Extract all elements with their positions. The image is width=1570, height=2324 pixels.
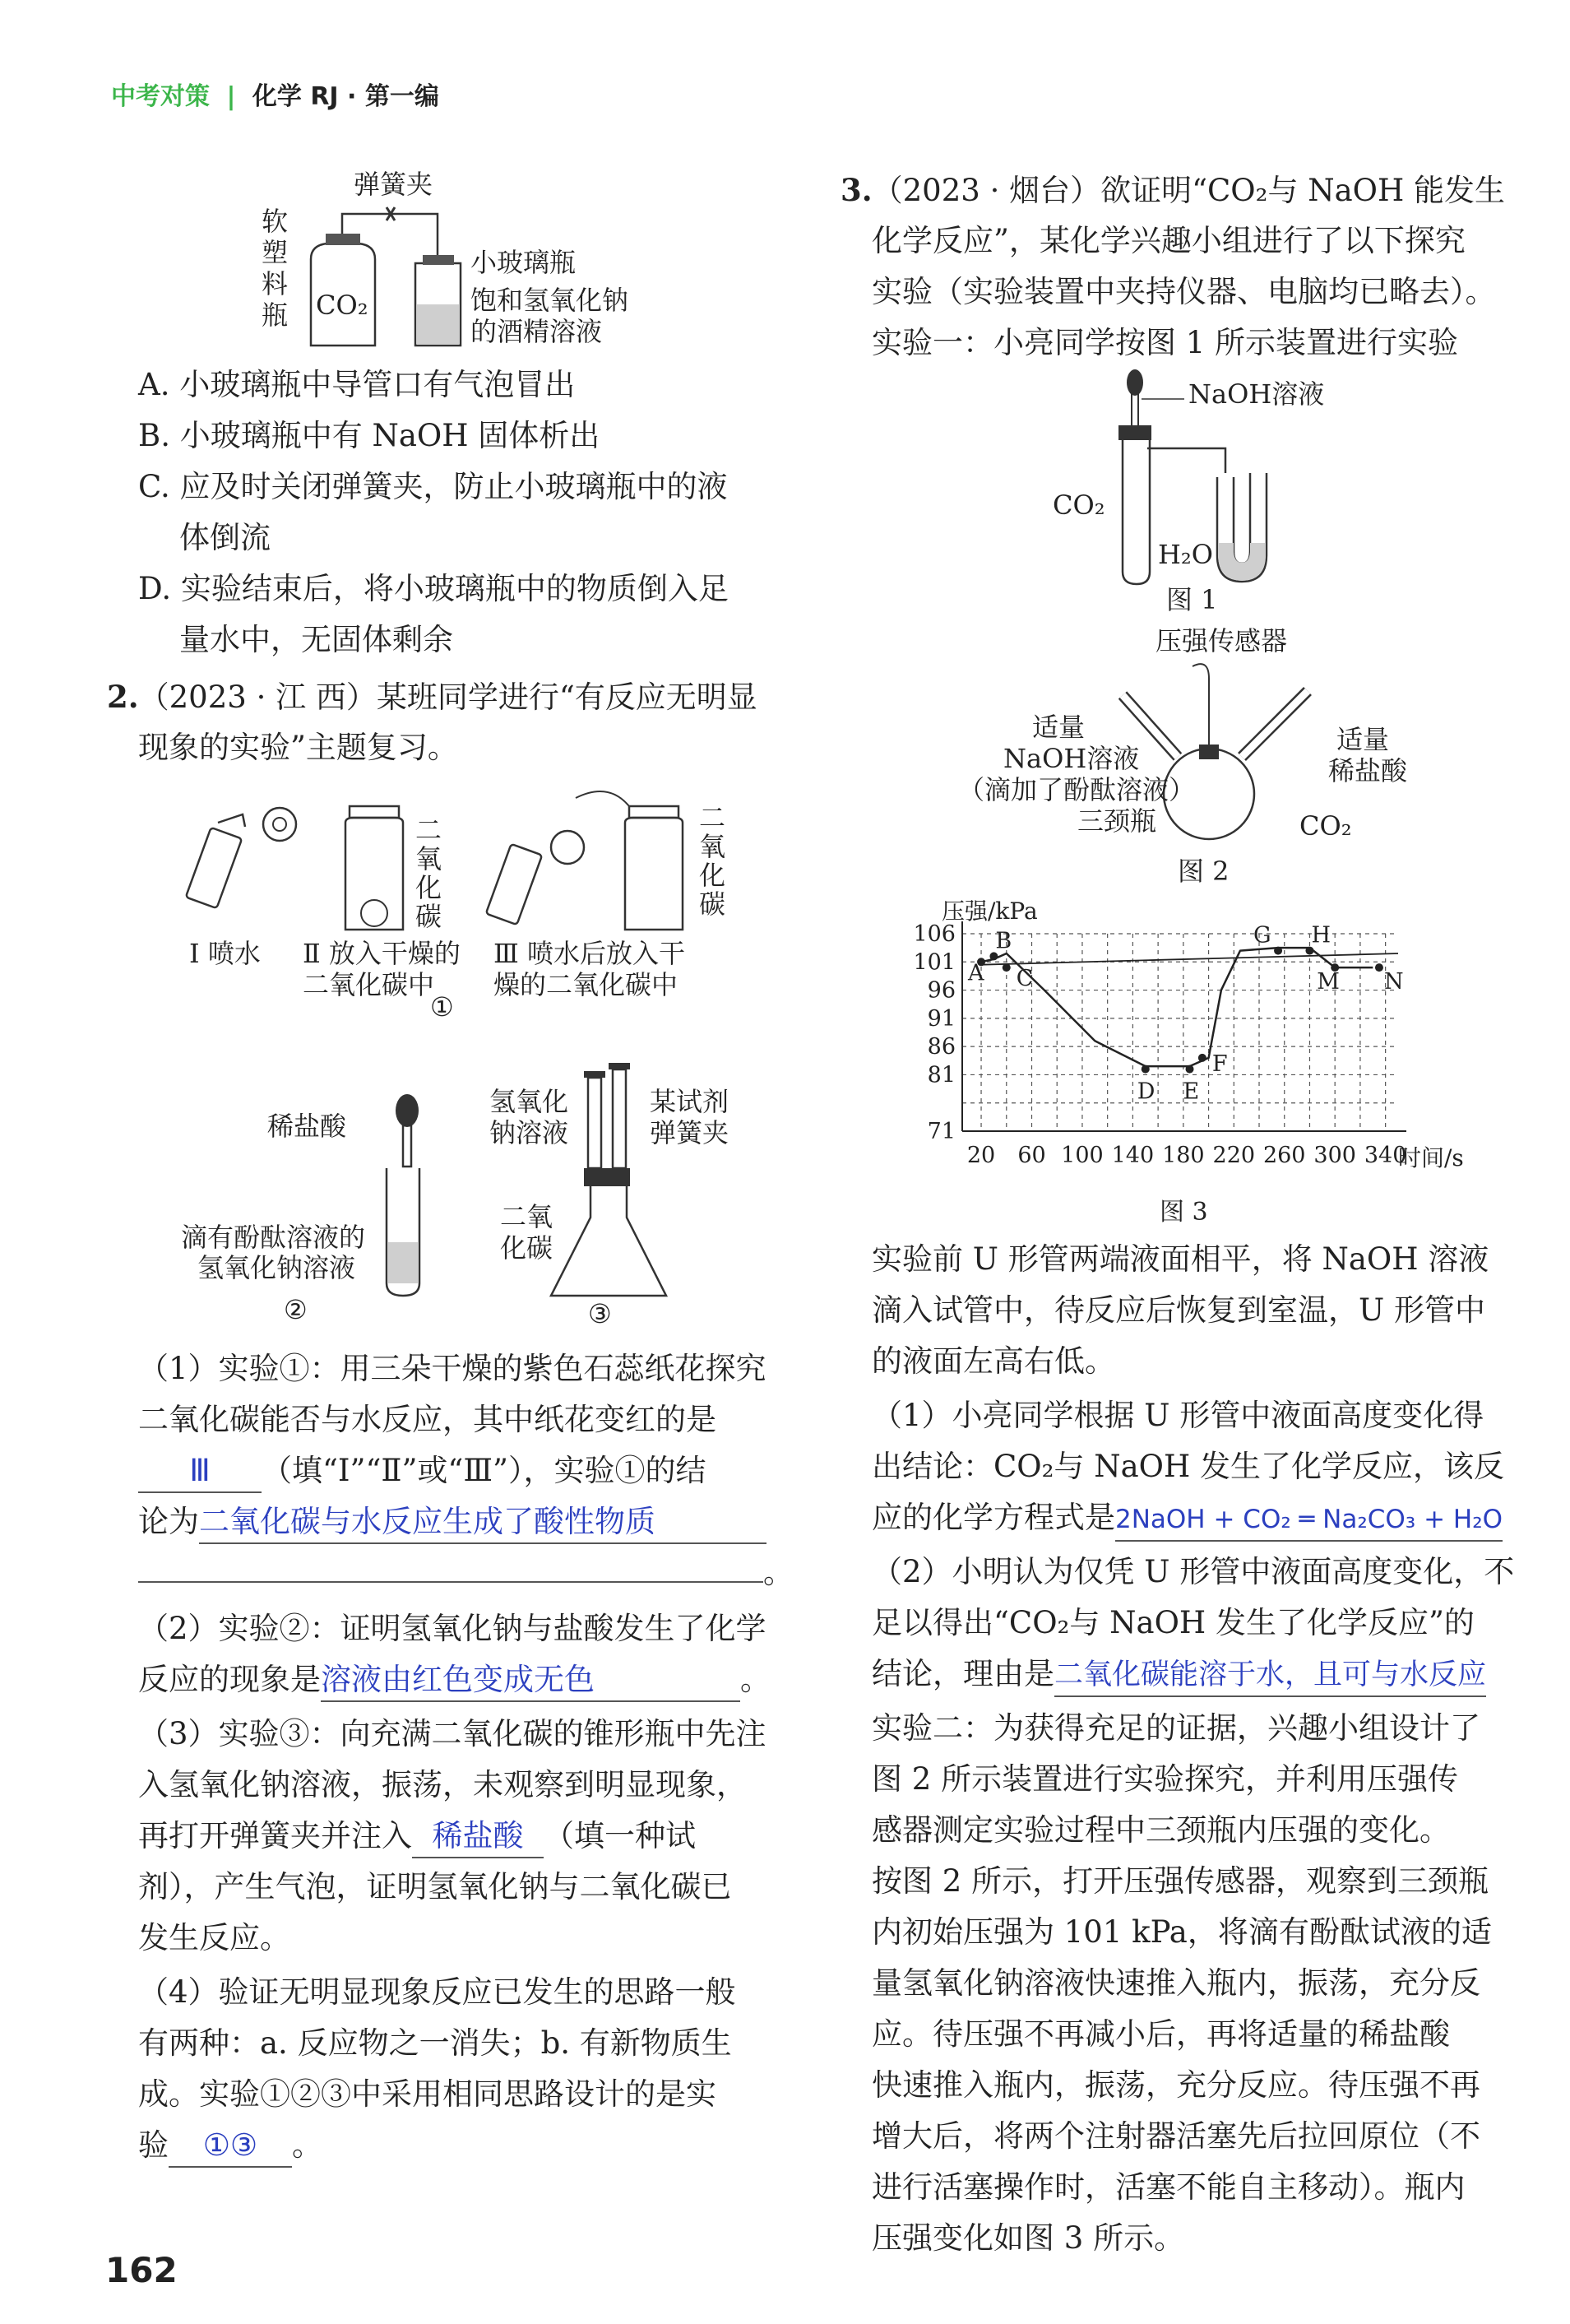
flask-stopper [584,1168,630,1186]
left-label-1: 适量 [1032,712,1086,743]
page-number: 162 [105,2250,178,2290]
q1-option-d: D. 实验结束后，将小玻璃瓶中的物质倒入足 [138,571,729,606]
figure-1-caption: 图 1 [1166,584,1218,613]
q3-figure-2 [946,621,1456,893]
x-tick-label: 100 [1061,1143,1104,1168]
center-stopper [1199,745,1219,759]
svg-text:化: 化 [415,872,442,903]
q2-p1-line1: （1）实验①：用三朵干燥的紫色石蕊纸花探究 [138,1351,766,1386]
caption-2b: 二氧化碳中 [303,969,435,1000]
q2-p2-answer: 溶液由红色变成无色 [321,1659,740,1702]
y-tick-label: 71 [927,1119,956,1144]
svg-text:碳: 碳 [415,901,442,932]
q2-p3-line3: 再打开弹簧夹并注入 稀盐酸 （填一种试 [138,1811,696,1862]
q3-e2-line3: 感器测定实验过程中三颈瓶内压强的变化。 [872,1812,1450,1848]
point-label-C: C [1016,966,1034,992]
svg-text:二: 二 [415,814,442,846]
test-tube-stopper [1118,425,1151,440]
x-tick-label: 60 [1017,1143,1046,1168]
caption-1: Ⅰ 喷水 [189,938,261,969]
point-label-H: H [1311,922,1331,949]
dropper-icon [396,1094,419,1167]
jar-2 [345,806,403,930]
co2-label: CO₂ [316,290,368,321]
q2-p1-line3: Ⅲ （填“Ⅰ”“Ⅱ”或“Ⅲ”），实验①的结 [138,1445,706,1496]
header-subject: 化学 RJ · 第一编 [252,82,439,111]
q2-heading-line1: 2.（2023 · 江 西）某班同学进行“有反应无明显 [107,679,757,715]
q2-p3-line1: （3）实验③：向充满二氧化碳的锥形瓶中先注 [138,1716,766,1751]
x-tick-label: 220 [1212,1143,1256,1168]
q2-p4-line2: 有两种：a. 反应物之一消失；b. 有新物质生 [138,2025,732,2061]
spray-bottle-icon [186,814,245,908]
small-bottle-label: 小玻璃瓶 [470,247,577,278]
figure-3-number: ③ [588,1298,612,1329]
svg-text:氧: 氧 [415,843,442,874]
q2-p4-answer: ①③ [169,2125,292,2168]
q3-e2-line5: 内初始压强为 101 kPa，将滴有酚酞试液的适 [872,1914,1492,1950]
small-bottle-liquid [417,304,459,344]
q3-after-3: 的液面左高右低。 [872,1343,1115,1379]
co2-label-left [415,814,442,932]
small-bottle-stopper [423,255,454,265]
q3-heading-line2: 化学反应”，某化学兴趣小组进行了以下探究 [872,223,1466,258]
reagent-label: 某试剂 [650,1086,729,1117]
solution-label-line2: 的酒精溶液 [470,316,603,347]
co2-label-right [699,802,725,920]
q2-figure-1 [181,782,773,1020]
point-label-D: D [1137,1079,1156,1105]
right-label-1: 适量 [1336,724,1390,755]
naoh-solution-label: NaOH溶液 [1188,378,1325,410]
q2-p1-line2: 二氧化碳能否与水反应，其中纸花变红的是 [138,1402,716,1437]
q3-heading-line1: 3.（2023 · 烟台）欲证明“CO₂与 NaOH 能发生 [841,172,1506,208]
q3-after-1: 实验前 U 形管两端液面相平，将 NaOH 溶液 [872,1241,1489,1277]
point-F [1198,1054,1206,1062]
point-D [1142,1065,1150,1074]
right-label-2: 稀盐酸 [1328,755,1408,786]
q2-p4-line1: （4）验证无明显现象反应已发生的思路一般 [138,1974,736,2010]
conical-flask [551,1186,666,1296]
co2-label-b: 化碳 [500,1232,553,1264]
test-tube-solution-line2: 氢氧化钠溶液 [197,1252,356,1283]
q2-p1-answer-1: Ⅲ [138,1450,262,1493]
test-tube [1123,440,1150,584]
q3-s2-line3: 结论，理由是二氧化碳能溶于水，且可与水反应 [872,1649,1486,1700]
solution-label-line1: 饱和氢氧化钠 [470,285,629,316]
q3-e2-line8: 快速推入瓶内，振荡，充分反应。待压强不再 [872,2067,1480,2103]
point-N [1375,963,1383,972]
test-tube-solution-line1: 滴有酚酞溶液的 [181,1222,366,1253]
figure-2-number: ② [284,1294,308,1325]
q2-p2-line1: （2）实验②：证明氢氧化钠与盐酸发生了化学 [138,1611,766,1646]
svg-text:软: 软 [262,206,289,237]
q2-p4-line3: 成。实验①②③中采用相同思路设计的是实 [138,2076,716,2112]
page-header [111,76,439,112]
y-tick-label: 86 [927,1034,956,1060]
svg-text:瓶: 瓶 [262,299,289,331]
u-tube-water [1218,543,1266,581]
q3-heading-line3: 实验（实验装置中夹持仪器、电脑均已略去）。 [872,274,1496,309]
caption-3b: 燥的二氧化碳中 [493,969,678,1000]
q2-p3-answer: 稀盐酸 [412,1816,544,1858]
chart-points [967,923,1404,1105]
svg-text:碳: 碳 [699,888,726,920]
y-tick-label: 81 [927,1062,956,1088]
water-label: H₂O [1158,539,1213,570]
q2-p3-line5: 发生反应。 [138,1920,290,1955]
q3-e2-line6: 量氢氧化钠溶液快速推入瓶内，振荡，充分反 [872,1965,1480,2001]
spring-clip-label: 弹簧夹 [354,169,433,200]
svg-text:氧: 氧 [699,831,726,862]
point-label-G: G [1253,922,1271,949]
connecting-tube [1147,448,1225,473]
q2-p3-line2: 入氢氧化钠溶液，振荡，未观察到明显现象， [138,1767,747,1802]
q3-heading-line4: 实验一：小亮同学按图 1 所示装置进行实验 [872,325,1459,360]
q2-p3-line4: 剂），产生气泡，证明氢氧化钠与二氧化碳已 [138,1869,732,1904]
header-brand: 中考对策 [111,82,210,111]
caption-2a: Ⅱ 放入干燥的 [303,938,461,969]
point-G [1274,947,1282,955]
point-label-N: N [1383,969,1404,995]
point-label-M: M [1317,969,1340,995]
q3-e2-line7: 应。待压强不再减小后，再将适量的稀盐酸 [872,2016,1450,2052]
q3-s2-answer: 二氧化碳能溶于水，且可与水反应 [1054,1654,1486,1697]
x-tick-label: 260 [1262,1143,1306,1168]
q3-s1-line2: 出结论：CO₂与 NaOH 发生了化学反应，该反 [872,1449,1505,1484]
q2-p1-answer-2: 二氧化碳与水反应生成了酸性物质 [199,1501,766,1544]
q1-option-c-cont: 体倒流 [179,520,271,555]
point-label-E: E [1183,1079,1200,1105]
figure-2-caption: 图 2 [1178,856,1230,887]
y-tick-label: 96 [927,977,956,1004]
left-label-4: 三颈瓶 [1077,805,1157,837]
syringe-right-icon [609,1063,630,1168]
q3-number: 3. [841,172,873,208]
jar-3 [576,791,683,930]
series-line-pressure [981,948,1373,1066]
chart-ylabel: 压强/kPa [942,898,1038,925]
dropper-icon [1127,369,1184,427]
q1-apparatus-figure [247,165,707,362]
x-tick-label: 180 [1162,1143,1205,1168]
left-label-3: （滴加了酚酞溶液） [958,774,1196,805]
x-tick-label: 140 [1111,1143,1155,1168]
point-label-A: A [968,960,984,986]
period: 。 [763,1555,794,1590]
q3-s1-line1: （1）小亮同学根据 U 形管中液面高度变化得 [872,1398,1484,1433]
x-tick-label: 300 [1313,1143,1356,1168]
co2-label: CO₂ [1053,489,1105,521]
q3-figure-1 [1044,366,1390,613]
figure-1-number: ① [430,991,454,1020]
q3-s2-line2: 足以得出“CO₂与 NaOH 发生了化学反应”的 [872,1605,1475,1640]
q3-e2-line10: 进行活塞操作时，活塞不能自主移动）。瓶内 [872,2169,1466,2205]
naoh-label-line1: 氢氧化 [489,1086,569,1117]
header-separator: | [226,82,236,111]
q3-s1-answer: 2NaOH + CO₂ ═ Na₂CO₃ + H₂O [1115,1499,1503,1542]
y-tick-label: 106 [913,921,956,947]
point-E [1186,1065,1194,1074]
figure-3-caption: 图 3 [1160,1198,1208,1227]
q2-p1-line5 [138,1547,794,1598]
q3-e2-line11: 压强变化如图 3 所示。 [872,2220,1185,2256]
x-tick-label: 340 [1364,1143,1407,1168]
q1-option-d-cont: 量水中，无固体剩余 [179,622,453,657]
point-C [1003,963,1011,972]
paper-flower-icon [263,808,296,841]
x-tick-label: 20 [966,1143,996,1168]
syringe-left-icon [584,1071,605,1168]
sensor-wire [1193,664,1209,745]
pressure-sensor-label: 压强传感器 [1156,625,1288,656]
test-tube [387,1168,419,1296]
q3-s2-line1: （2）小明认为仅凭 U 形管中液面高度变化，不 [872,1554,1515,1589]
q2-number: 2. [107,679,139,715]
left-label-2: NaOH溶液 [1003,743,1140,774]
naoh-label-line2: 钠溶液 [489,1117,569,1148]
soft-bottle-stopper [326,234,360,245]
soft-bottle-label [262,206,288,331]
q3-e2-line1: 实验二：为获得充足的证据，兴趣小组设计了 [872,1710,1480,1746]
point-label-F: F [1211,1051,1228,1077]
q3-s1-line3: 应的化学方程式是2NaOH + CO₂ ═ Na₂CO₃ + H₂O [872,1492,1503,1543]
co2-label-a: 二氧 [500,1201,553,1232]
svg-text:化: 化 [699,860,726,891]
co2-label: CO₂ [1299,810,1352,842]
dilute-hcl-label: 稀盐酸 [267,1111,347,1142]
q1-option-c: C. 应及时关闭弹簧夹，防止小玻璃瓶中的液 [138,469,728,504]
y-tick-label: 91 [927,1005,956,1032]
svg-text:塑: 塑 [262,237,289,268]
spray-bottle-icon-2 [486,831,584,925]
q2-p4-line4: 验 ①③ 。 [138,2120,322,2171]
clip-label: 弹簧夹 [650,1117,729,1148]
pressure-time-chart [896,893,1489,1189]
q3-e2-line9: 增大后，将两个注射器活塞先后拉回原位（不 [872,2118,1480,2154]
svg-text:料: 料 [262,268,289,299]
caption-3a: Ⅲ 喷水后放入干 [493,938,686,969]
q2-p2-line2: 反应的现象是溶液由红色变成无色 。 [138,1654,771,1705]
y-tick-label: 101 [913,949,956,976]
svg-text:二: 二 [699,802,726,833]
q1-option-b: B. 小玻璃瓶中有 NaOH 固体析出 [138,418,600,453]
q3-e2-line4: 按图 2 所示，打开压强传感器，观察到三颈瓶 [872,1863,1489,1899]
q1-option-a: A. 小玻璃瓶中导管口有气泡冒出 [138,367,576,402]
chart-xlabel: 时间/s [1398,1144,1464,1171]
chart-axes [913,921,1406,1168]
q2-figure-2-3 [164,1061,757,1349]
q2-heading-line2: 现象的实验”主题复习。 [138,730,458,765]
series-line-baseline [981,953,1398,965]
q3-after-2: 滴入试管中，待反应后恢复到室温，U 形管中 [872,1292,1485,1328]
q3-e2-line2: 图 2 所示装置进行实验探究，并利用压强传 [872,1761,1459,1797]
point-label-B: B [995,928,1012,954]
q2-p1-line4: 论为二氧化碳与水反应生成了酸性物质 [138,1496,766,1547]
